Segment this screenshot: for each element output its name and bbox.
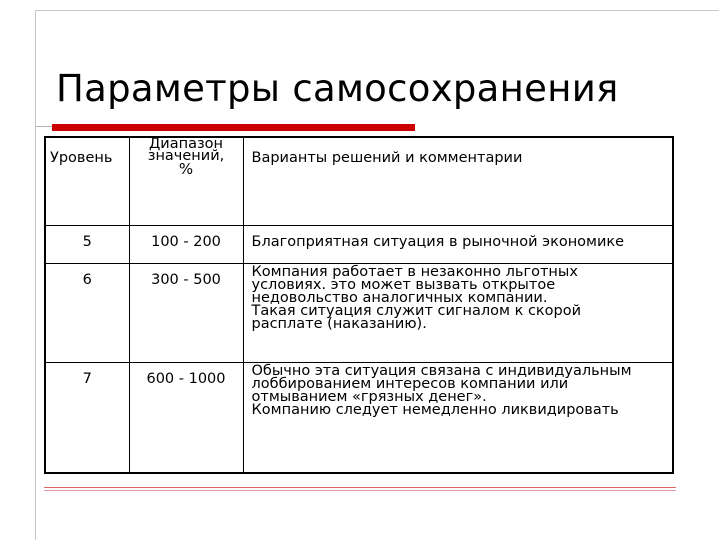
slide-title: Параметры самосохранения: [56, 67, 619, 110]
cell-level: 5: [45, 226, 129, 264]
cell-comment: [243, 264, 673, 363]
comment-line: Компанию следует немедленно ликвидировать: [251, 401, 619, 418]
header-range-line3: %: [178, 160, 194, 178]
comment-line: Компания работает в незаконно льготных: [251, 264, 578, 281]
cell-range: 100 - 200: [129, 226, 243, 264]
table-row: [45, 264, 673, 363]
cell-level: 6: [45, 264, 129, 363]
cell-comment: [243, 362, 673, 473]
header-range: [129, 137, 243, 226]
header-comment: Варианты решений и комментарии: [243, 137, 673, 226]
table-header-row: [45, 137, 673, 226]
bottom-rule: [44, 487, 676, 488]
cell-comment: [243, 226, 673, 264]
cell-range: 600 - 1000: [129, 362, 243, 473]
header-level: Уровень: [45, 137, 129, 226]
comment-line: Такая ситуация служит сигналом к скорой: [251, 303, 582, 320]
parameters-table: [44, 136, 674, 474]
comment-line: отмыванием «грязных денег».: [251, 388, 487, 405]
header-range-line2: значений,: [147, 148, 225, 164]
comment-line: Обычно эта ситуация связана с индивидуальным: [251, 362, 632, 379]
comment-line: условиях. это может вызвать открытое: [251, 277, 556, 294]
cell-level: 7: [45, 362, 129, 473]
title-underline: [35, 123, 415, 132]
comment-line: недовольство аналогичных компании.: [251, 290, 548, 307]
cell-range: 300 - 500: [129, 264, 243, 363]
table-row: [45, 362, 673, 473]
bottom-rule-secondary: [44, 490, 676, 491]
table-row: [45, 226, 673, 264]
comment-line: расплате (наказанию).: [251, 316, 427, 333]
header-range-line1: Диапазон: [148, 136, 224, 152]
title-underline-red: [52, 124, 415, 131]
comment-line: Благоприятная ситуация в рыночной экономике: [251, 234, 625, 251]
comment-line: лоббированием интересов компании или: [251, 375, 569, 392]
